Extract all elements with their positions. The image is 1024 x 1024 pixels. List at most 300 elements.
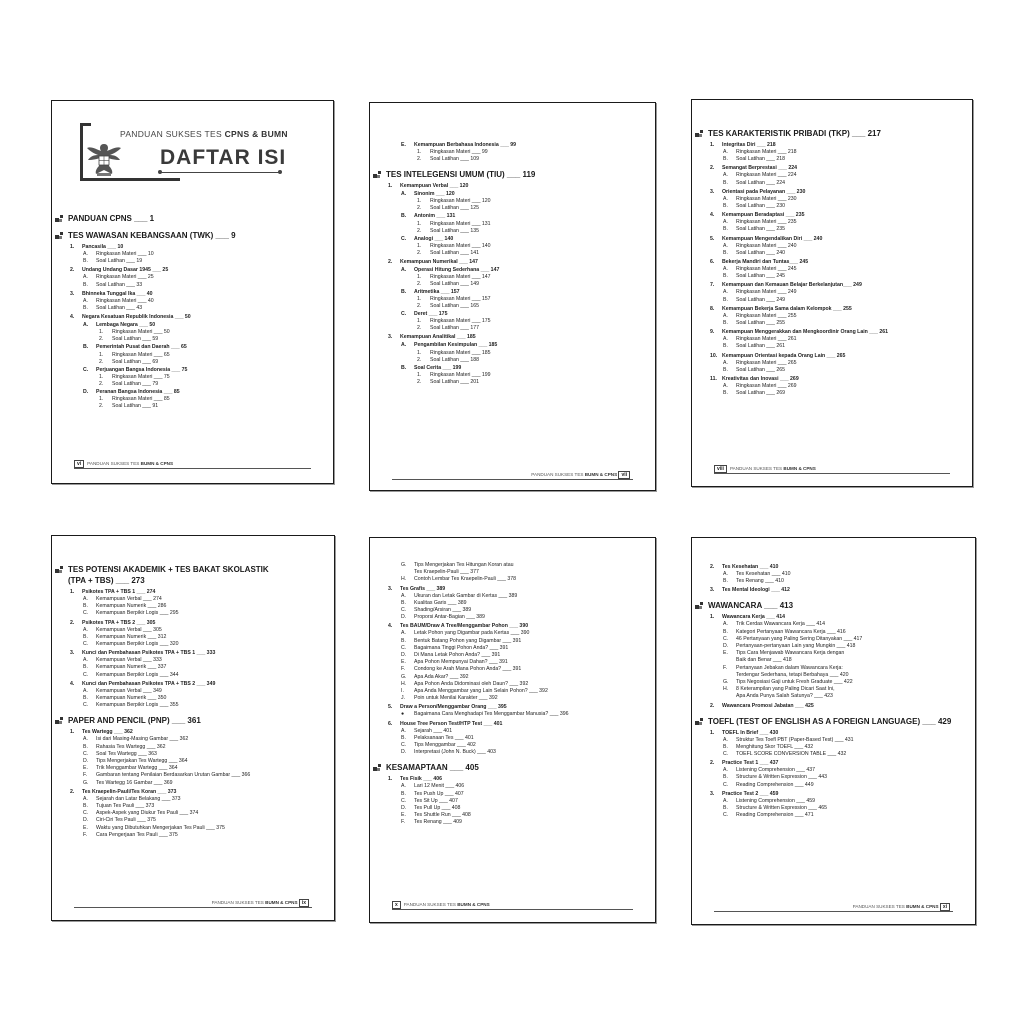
toc-entry-number: A. [83, 297, 88, 304]
toc-chapter-entry [370, 776, 655, 783]
toc-subsection-entry [52, 352, 333, 359]
toc-subchapter-entry [52, 344, 333, 351]
toc-entry-text: Pertanyaan Jebakan dalam Wawancara Kerja: [736, 664, 843, 671]
toc-entry-number: 3. [388, 334, 393, 341]
toc-chapter-entry [370, 721, 655, 728]
toc-entry-number: A. [401, 592, 406, 599]
toc-entry-text: Reading Comprehension ___ 449 [736, 781, 814, 788]
toc-entry-text: Tes Grafis ___ 389 [400, 585, 446, 592]
toc-entry-number: A. [723, 266, 728, 273]
toc-entry-number: 1. [417, 149, 422, 156]
toc-entry-number: 2. [417, 249, 422, 256]
toc-entry-number: D. [401, 614, 407, 621]
toc-subsection-entry [370, 593, 655, 600]
toc-subsection-entry [52, 381, 333, 388]
toc-chapter-entry [692, 614, 975, 621]
toc-chapter-entry [52, 314, 333, 321]
toc-entry-text: Kemampuan Numerikal ___ 147 [400, 258, 478, 265]
toc-entry-text: Ringkasan Materi ___ 157 [430, 296, 491, 303]
toc-subsection-entry [692, 767, 975, 774]
toc-entry-number: A. [83, 687, 88, 694]
toc-subsection-entry [52, 657, 334, 664]
toc-entry-number: E. [83, 824, 88, 831]
toc-entry-text: Kemampuan Verbal ___ 120 [400, 183, 469, 190]
toc-subsection-entry [52, 796, 334, 803]
toc-entry-number: 1. [710, 614, 715, 621]
toc-entry-number: 10. [710, 352, 718, 359]
toc-entry-text: Pertanyaan-pertanyaan Lain yang Mungkin ___ 418 [736, 643, 856, 650]
section-heading-text: PANDUAN CPNS ___ 1 [68, 214, 155, 223]
toc-entry-number: 1. [417, 349, 422, 356]
toc-entry-number: C. [83, 750, 89, 757]
toc-entry-number: B. [723, 774, 728, 781]
toc-page-x [369, 537, 656, 923]
toc-entry-number: G. [401, 562, 407, 568]
toc-entry-text: Lari 12 Menit ___ 406 [414, 783, 465, 790]
toc-chapter-entry [692, 282, 972, 289]
toc-entry-number: 1. [99, 396, 104, 403]
toc-entry-number: 8. [710, 305, 715, 312]
toc-entry-number: 2. [99, 358, 104, 365]
toc-chapter-entry [692, 212, 972, 219]
toc-entry-text: Trik Cerdas Wawancara Kerja ___ 414 [736, 621, 825, 628]
toc-subsection-entry [52, 817, 334, 824]
toc-entry-number: A. [401, 191, 407, 198]
toc-entry-text: Soal Latihan ___ 79 [112, 380, 159, 387]
toc-entry-text: Ringkasan Materi ___ 218 [736, 149, 797, 155]
toc-entry-text: Semangat Berprestasi ___ 224 [722, 165, 797, 172]
toc-subchapter-entry [370, 289, 655, 296]
toc-entry-text: Tes Renang ___ 409 [414, 819, 462, 826]
section-bullet-icon [695, 130, 704, 137]
toc-entry-text: Kualitas Garis ___ 389 [414, 599, 467, 606]
toc-entry-text: Tips Mengerjakan Tes Wartegg ___ 364 [96, 758, 188, 765]
toc-entry-number: 3. [70, 650, 75, 657]
toc-entry-text: Tes Kesehatan ___ 410 [722, 564, 779, 570]
toc-entry-number: A. [723, 336, 728, 343]
toc-subsection-entry [370, 783, 655, 790]
toc-entry-text: Terdengar Sederhana, tetapi Berbahaya ___ 420 [736, 671, 849, 678]
toc-entry-text: Contoh Lembar Tes Kraepelin-Pauli ___ 378 [414, 576, 516, 583]
toc-subsection-entry [370, 357, 655, 364]
toc-subsection-entry [692, 336, 972, 343]
toc-entry-number: C. [401, 607, 407, 614]
toc-entry-text: Ringkasan Materi ___ 240 [736, 242, 797, 249]
toc-entry-text: Kemampuan Numerik ___ 286 [96, 603, 167, 610]
toc-subsection-entry [370, 303, 655, 310]
toc-entry-number: A. [723, 172, 728, 179]
toc-entry-text: Structure & Written Expression ___ 465 [736, 805, 828, 812]
toc-subsection-entry [692, 226, 972, 233]
page-number: viii [714, 465, 727, 473]
toc-chapter-entry [692, 703, 975, 710]
toc-entry-text: Tips Cara Menjawab Wawancara Kerja dengan [736, 650, 845, 657]
toc-entry-text: 46 Pertanyaan yang Paling Sering Ditanyakan ___ 417 [736, 635, 863, 642]
toc-body [370, 141, 655, 386]
section-heading [370, 170, 655, 180]
toc-subsection-entry [692, 390, 972, 397]
toc-subsection-entry [52, 403, 333, 410]
toc-entry-number: 1. [388, 183, 393, 190]
toc-subsection-entry [370, 688, 655, 695]
toc-entry-text: Cara Pengerjaan Tes Pauli ___ 375 [96, 831, 178, 838]
toc-entry-number: C. [83, 641, 89, 648]
section-heading-text: PAPER AND PENCIL (PNP) ___ 361 [68, 716, 201, 726]
page-number: ix [299, 899, 309, 907]
toc-entry-text: Ringkasan Materi ___ 40 [96, 297, 154, 304]
toc-entry-number: 2. [710, 760, 715, 767]
toc-chapter-entry [692, 791, 975, 798]
toc-entry-number: D. [401, 652, 407, 659]
toc-subsection-entry [52, 258, 333, 265]
toc-subsection-entry [692, 657, 975, 664]
toc-subsection-entry [52, 736, 334, 743]
toc-subsection-entry [692, 196, 972, 203]
toc-entry-number: A. [83, 736, 88, 743]
toc-subchapter-entry [370, 191, 655, 198]
toc-entry-text: Kemampuan Menggerakkan dan Mengkoordinir Orang Lain ___ 261 [722, 329, 889, 336]
toc-entry-text: Tips Mengerjakan Tes Hitungan Koran atau [414, 562, 514, 568]
section-heading [370, 763, 655, 773]
toc-entry-text: Operasi Hitung Sederhana ___ 147 [414, 266, 500, 273]
toc-body [52, 207, 333, 410]
book-header-title: PANDUAN SUKSES TES CPNS & BUMN [120, 129, 288, 139]
page-number: xi [940, 903, 950, 911]
footer-text: PANDUAN SUKSES TES BUMN & CPNS [87, 461, 174, 466]
toc-entry-number: F. [401, 666, 406, 673]
toc-entry-number: 2. [99, 336, 104, 343]
toc-entry-text: Tes Push Up ___ 407 [414, 790, 464, 797]
toc-entry-number: J. [401, 695, 406, 702]
toc-subsection-entry [692, 289, 972, 296]
toc-subsection-entry [692, 621, 975, 628]
toc-chapter-entry [692, 564, 975, 571]
toc-entry-text: Practice Test 1 ___ 437 [722, 760, 779, 767]
toc-entry-text: Kemampuan Verbal ___ 305 [96, 626, 162, 633]
toc-subsection-entry [52, 251, 333, 258]
toc-entry-number: 2. [99, 403, 104, 410]
section-heading-text: TOEFL (TEST OF ENGLISH AS A FOREIGN LANGUAGE) ___ 429 [708, 716, 952, 726]
toc-subsection-entry [52, 305, 333, 312]
toc-entry-number: C. [83, 610, 89, 617]
toc-subsection-entry [52, 758, 334, 765]
toc-chapter-entry [370, 623, 655, 630]
toc-entry-text: Practice Test 2 ___ 459 [722, 790, 779, 797]
toc-entry-number: F. [401, 819, 406, 826]
toc-entry-text: Ringkasan Materi ___ 235 [736, 219, 797, 226]
toc-entry-number: A. [83, 251, 88, 257]
toc-chapter-entry [52, 789, 334, 796]
toc-subchapter-entry [52, 367, 333, 374]
section-heading-text: (TPA + TBS) ___ 273 [68, 576, 145, 585]
toc-subsection-entry [692, 665, 975, 672]
page-footer [74, 460, 311, 469]
toc-entry-text: Soal Tes Wartegg ___ 363 [96, 750, 157, 757]
section-bullet-icon [373, 171, 382, 178]
toc-subsection-entry [52, 274, 333, 281]
toc-subsection-entry [370, 791, 655, 798]
toc-entry-text: Soal Latihan ___ 109 [430, 156, 480, 163]
toc-entry-text: Soal Latihan ___ 59 [112, 336, 159, 343]
toc-page-viii [691, 99, 973, 487]
toc-subsection-entry [692, 360, 972, 367]
toc-entry-text: Listening Comprehension ___ 437 [736, 767, 816, 774]
section-heading [692, 129, 972, 139]
toc-entry-number: 2. [710, 702, 715, 709]
toc-entry-text: Soal Latihan ___ 43 [96, 305, 143, 312]
toc-subsection-entry [370, 652, 655, 659]
toc-chapter-entry [370, 183, 655, 190]
toc-entry-number: C. [723, 812, 729, 819]
toc-entry-number: B. [83, 305, 88, 312]
toc-chapter-entry [692, 376, 972, 383]
toc-entry-number: 5. [710, 235, 715, 242]
toc-entry-text: Bekerja Mandiri dan Tuntas___ 245 [722, 259, 809, 266]
toc-entry-text: Wawancara Promosi Jabatan ___ 425 [722, 702, 814, 709]
toc-entry-text: Soal Latihan ___ 201 [430, 378, 480, 385]
toc-entry-text: Kemampuan Orientasi kepada Orang Lain ___ 265 [722, 352, 846, 359]
toc-entry-text: Tes Sit Up ___ 407 [414, 797, 458, 804]
toc-entry-text: Waktu yang Dibutuhkan Mengerjakan Tes Pauli ___ 375 [96, 824, 225, 831]
toc-entry-text: Ringkasan Materi ___ 75 [112, 373, 170, 380]
toc-entry-number: A. [83, 596, 88, 602]
toc-entry-number: B. [723, 296, 728, 303]
toc-subsection-entry [370, 281, 655, 288]
footer-text: PANDUAN SUKSES TES BUMN & CPNS [729, 466, 816, 471]
toc-subsection-entry [52, 396, 333, 403]
toc-subsection-entry [692, 812, 975, 819]
toc-subsection-entry [692, 243, 972, 250]
toc-subsection-entry [370, 198, 655, 205]
toc-page-ix [51, 535, 335, 921]
toc-entry-number: A. [723, 767, 728, 774]
toc-subsection-entry [370, 695, 655, 702]
section-heading [52, 576, 334, 586]
toc-entry-number: 2. [99, 380, 104, 387]
toc-entry-number: 1. [417, 371, 422, 378]
toc-chapter-entry [52, 650, 334, 657]
toc-entry-number: 1. [417, 220, 422, 227]
toc-entry-text: Soal Latihan ___ 149 [430, 281, 480, 288]
toc-entry-text: Bentuk Batang Pohon yang Digambar ___ 391 [414, 637, 522, 644]
toc-entry-text: Isi dari Masing-Masing Gambar ___ 362 [96, 736, 189, 743]
toc-entry-text: Structure & Written Expression ___ 443 [736, 774, 828, 781]
toc-subsection-entry [370, 250, 655, 257]
toc-entry-text: Tes Wartegg ___ 362 [82, 729, 133, 736]
toc-entry-text: Orientasi pada Pelayanan ___ 230 [722, 188, 806, 195]
toc-entry-number: A. [723, 621, 728, 628]
toc-entry-number: A. [401, 266, 407, 273]
toc-subsection-entry [52, 664, 334, 671]
toc-entry-number: A. [723, 219, 728, 226]
toc-subsection-entry [52, 695, 334, 702]
toc-chapter-entry [692, 142, 972, 149]
toc-entry-text: Ringkasan Materi ___ 65 [112, 351, 170, 358]
toc-entry-number: B. [723, 203, 728, 210]
toc-entry-number: E. [401, 659, 406, 666]
toc-entry-text: Pemerintah Pusat dan Daerah ___ 65 [96, 344, 187, 351]
toc-chapter-entry [692, 329, 972, 336]
toc-entry-text: Peranan Bangsa Indonesia ___ 85 [96, 388, 180, 395]
toc-entry-number: F. [83, 831, 88, 838]
toc-subsection-entry [692, 273, 972, 280]
toc-entry-number: 2. [417, 227, 422, 234]
toc-entry-text: Kemampuan Mengendalikan Diri ___ 240 [722, 235, 823, 242]
toc-entry-text: Ringkasan Materi ___ 261 [736, 336, 797, 343]
toc-entry-number: B. [723, 805, 728, 812]
toc-entry-text: Soal Cerita ___ 199 [414, 364, 462, 371]
toc-entry-text: Sejarah ___ 401 [414, 727, 453, 734]
toc-entry-text: Soal Latihan ___ 230 [736, 203, 786, 210]
toc-entry-number: 2. [70, 788, 75, 795]
toc-subsection-entry [52, 765, 334, 772]
page-footer [74, 899, 312, 908]
title-underline [160, 172, 280, 173]
toc-entry-number: D. [83, 388, 89, 395]
toc-entry-text: Ringkasan Materi ___ 265 [736, 359, 797, 366]
toc-entry-text: Ukuran dan Letak Gambar di Kertas ___ 389 [414, 592, 518, 599]
toc-entry-number: 4. [70, 680, 75, 687]
toc-subsection-entry [370, 728, 655, 735]
toc-entry-number: ● [401, 711, 405, 718]
toc-entry-number: 2. [417, 156, 422, 163]
toc-subsection-entry [52, 610, 334, 617]
toc-entry-number: B. [83, 803, 88, 810]
toc-entry-number: 1. [710, 729, 715, 736]
toc-entry-text: Ringkasan Materi ___ 224 [736, 172, 797, 179]
toc-subsection-entry [370, 659, 655, 666]
toc-subsection-entry [370, 805, 655, 812]
toc-subchapter-entry [52, 322, 333, 329]
section-heading-text: TES WAWASAN KEBANGSAAN (TWK) ___ 9 [68, 231, 236, 240]
toc-entry-number: 9. [710, 329, 715, 336]
toc-entry-number: E. [83, 765, 88, 772]
section-bullet-icon [373, 764, 382, 771]
page-number: vi [74, 460, 84, 468]
toc-entry-number: 3. [710, 790, 715, 797]
toc-subsection-entry [52, 810, 334, 817]
toc-entry-number: 2. [70, 619, 75, 626]
toc-entry-text: Kemampuan Berpikir Logis ___ 355 [96, 702, 179, 709]
toc-entry-number: 3. [710, 188, 715, 195]
section-heading [692, 717, 975, 727]
toc-subchapter-entry [370, 311, 655, 318]
toc-entry-number: B. [723, 179, 728, 186]
toc-entry-number: 6. [388, 720, 393, 727]
toc-entry-text: Wawancara Kerja ___ 414 [722, 614, 785, 621]
toc-entry-number: 1. [710, 142, 715, 148]
toc-subsection-entry [692, 172, 972, 179]
toc-entry-number: B. [723, 249, 728, 256]
toc-subsection-entry [52, 825, 334, 832]
toc-subsection-entry [52, 744, 334, 751]
toc-entry-number: B. [401, 790, 406, 797]
toc-subsection-entry [692, 693, 975, 700]
toc-entry-number: B. [723, 390, 728, 397]
toc-entry-number: B. [83, 743, 88, 750]
toc-entry-text: Soal Latihan ___ 33 [96, 281, 143, 288]
toc-entry-text: Ringkasan Materi ___ 140 [430, 242, 491, 249]
section-heading [52, 231, 333, 241]
toc-entry-text: Pancasila ___ 10 [82, 244, 124, 250]
toc-entry-text: Ringkasan Materi ___ 99 [430, 149, 488, 156]
toc-entry-text: Soal Latihan ___ 135 [430, 227, 480, 234]
toc-entry-number: 3. [710, 587, 715, 594]
toc-entry-number: 2. [417, 356, 422, 363]
toc-entry-text: Soal Latihan ___ 218 [736, 156, 786, 163]
toc-subsection-entry [370, 735, 655, 742]
toc-subsection-entry [692, 805, 975, 812]
toc-entry-text: Soal Latihan ___ 240 [736, 249, 786, 256]
section-heading-text: TES INTELEGENSI UMUM (TIU) ___ 119 [386, 170, 536, 180]
toc-page-xi [691, 537, 976, 925]
toc-body [370, 562, 655, 827]
toc-subsection-entry [692, 679, 975, 686]
toc-entry-text: Ringkasan Materi ___ 147 [430, 274, 491, 281]
toc-entry-number: B. [723, 743, 728, 750]
toc-entry-text: Soal Latihan ___ 269 [736, 390, 786, 397]
toc-entry-text: Pelaksanaan Tes ___ 401 [414, 734, 474, 741]
toc-subsection-entry [370, 749, 655, 756]
toc-subsection-entry [692, 686, 975, 693]
toc-entry-number: A. [83, 795, 88, 802]
toc-subsection-entry [692, 578, 975, 585]
toc-entry-text: Apa Pohon Mempunyai Dahan? ___ 391 [414, 659, 508, 666]
toc-entry-text: Perjuangan Bangsa Indonesia ___ 75 [96, 366, 188, 373]
toc-subsection-entry [692, 156, 972, 163]
toc-entry-number: 1. [417, 318, 422, 325]
page-number: vii [618, 471, 630, 479]
toc-entry-number: C. [83, 702, 89, 709]
toc-entry-text: Kreativitas dan Inovasi ___ 269 [722, 376, 799, 383]
toc-entry-number: A. [723, 383, 728, 390]
toc-entry-text: Soal Latihan ___ 265 [736, 366, 786, 373]
toc-entry-text: Di Mana Letak Pohon Anda? ___ 391 [414, 652, 501, 659]
toc-subsection-entry [370, 372, 655, 379]
section-heading [692, 601, 975, 611]
toc-subsection-entry [692, 367, 972, 374]
toc-entry-number: A. [723, 242, 728, 249]
toc-entry-text: Kemampuan Bekerja Sama dalam Kelompok ___ 255 [722, 305, 852, 312]
toc-entry-number: B. [723, 366, 728, 373]
toc-entry-number: 1. [99, 351, 104, 358]
toc-entry-text: Kunci dan Pembahasan Psikotes TPA + TBS 2 ___ 349 [82, 680, 216, 687]
toc-chapter-entry [692, 730, 975, 737]
toc-entry-number: B. [83, 603, 88, 610]
toc-entry-number: A. [401, 783, 406, 790]
toc-chapter-entry [692, 165, 972, 172]
toc-entry-text: Kemampuan Beradaptasi ___ 235 [722, 212, 805, 219]
toc-subchapter-entry [370, 142, 655, 149]
toc-subsection-entry [370, 569, 655, 576]
footer-text: PANDUAN SUKSES TES BUMN & CPNS [211, 900, 298, 905]
toc-chapter-entry [692, 760, 975, 767]
toc-entry-text: Soal Latihan ___ 165 [430, 303, 480, 310]
toc-entry-number: 1. [417, 242, 422, 249]
toc-entry-number: B. [83, 344, 89, 351]
toc-entry-number: C. [401, 311, 407, 318]
toc-entry-text: Tips Menggambar ___ 402 [414, 742, 476, 749]
toc-entry-text: Poin untuk Menilai Karakter ___ 392 [414, 695, 498, 702]
toc-subsection-entry [692, 629, 975, 636]
toc-entry-number: B. [83, 695, 88, 702]
toc-entry-text: Kemampuan Berbahasa Indonesia ___ 99 [414, 142, 517, 148]
toc-chapter-entry [52, 267, 333, 274]
toc-entry-text: Sejarah dan Latar Belakang ___ 373 [96, 795, 181, 802]
section-bullet-icon [55, 717, 64, 724]
toc-subsection-entry [52, 596, 334, 603]
section-bullet-icon [695, 718, 704, 725]
